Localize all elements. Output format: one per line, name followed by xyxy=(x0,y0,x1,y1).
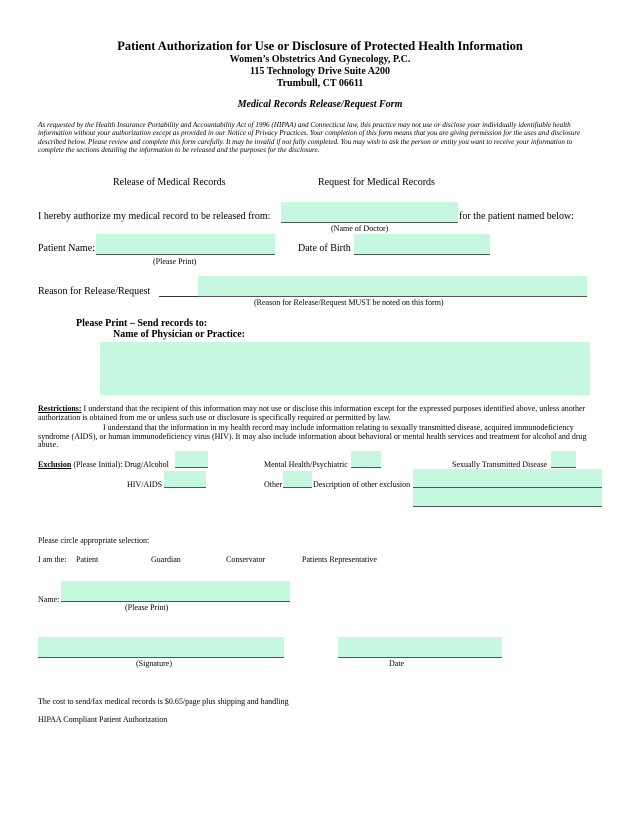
compliance-note: HIPAA Compliant Patient Authorization xyxy=(38,715,168,724)
practice-name: Women’s Obstetrics And Gynecology, P.C. xyxy=(229,54,411,65)
send-heading: Please Print – Send records to: xyxy=(76,318,208,329)
std-initial-field[interactable] xyxy=(551,451,576,468)
i-am-label: I am the: xyxy=(38,555,67,564)
other-description-field-1[interactable] xyxy=(413,469,602,488)
doctor-caption: (Name of Doctor) xyxy=(331,224,389,233)
authorize-label: I hereby authorize my medical record to be released from: xyxy=(38,211,271,222)
circle-prompt: Please circle appropriate selection: xyxy=(38,536,150,545)
restrictions-paragraph xyxy=(38,405,600,422)
restrictions-text-2: I understand that the information in my health record may include information relating to sexually transmitted disease, acquired immunodeficiency syndrome (AIDS), or human immunodeficiency virus (HIV). It may also include information about behavioral or mental health services and treatment for alcohol and drug abuse. xyxy=(38,423,587,449)
page-title: Patient Authorization for Use or Disclosure of Protected Health Information xyxy=(117,39,523,53)
reason-label: Reason for Release/Request xyxy=(38,286,151,297)
option-conservator[interactable]: Conservator xyxy=(226,555,266,564)
doctor-name-field[interactable] xyxy=(281,202,458,223)
patient-name-field[interactable] xyxy=(96,234,275,255)
std-label: Sexually Transmitted Disease xyxy=(452,460,548,469)
other-label: Other xyxy=(264,480,283,489)
other-initial-field[interactable] xyxy=(283,471,312,488)
signer-name-field[interactable] xyxy=(61,581,290,602)
restrictions-text-1: I understand that the recipient of this information may not use or disclose this information except for the expressed purposes identified above, unless another authorization is obtained from me or unless such use or disclosure is specifically required or permitted by law. xyxy=(38,404,586,422)
release-option[interactable]: Release of Medical Records xyxy=(113,177,226,188)
signature-caption: (Signature) xyxy=(136,659,172,668)
signer-name-caption: (Please Print) xyxy=(125,603,169,612)
date-caption: Date xyxy=(389,659,405,668)
send-subheading: Name of Physician or Practice: xyxy=(113,329,245,340)
option-patient[interactable]: Patient xyxy=(76,555,99,564)
option-guardian[interactable]: Guardian xyxy=(151,555,181,564)
hiv-initial-field[interactable] xyxy=(164,471,206,488)
exclusion-row-1 xyxy=(38,460,169,469)
dob-label: Date of Birth xyxy=(298,243,351,254)
intro-paragraph: As requested by the Health Insurance Portability and Accountability Act of 1996 (HIPAA) and Connecticut law, this practice may not use or disclose your individually identifiable health information without your authorization except as provided in our Notice of Privacy Practices. Your completion of this form means that you are giving permission for the uses and disclosure described below. Please review and complete this form carefully. It may be invalid if not fully completed. You may wish to ask the person or entity you want to receive your information to complete the sections detailing the information to be released and the purposes for the disclosure. xyxy=(38,121,581,155)
hiv-label: HIV/AIDS xyxy=(127,480,163,489)
mental-health-initial-field[interactable] xyxy=(351,451,381,468)
request-option[interactable]: Request for Medical Records xyxy=(318,177,435,188)
form-title: Medical Records Release/Request Form xyxy=(237,99,403,110)
signer-name-label: Name: xyxy=(38,595,60,604)
address-line-2: Trumbull, CT 06611 xyxy=(276,78,364,89)
option-patients-representative[interactable]: Patients Representative xyxy=(302,555,377,564)
other-description-field-2[interactable] xyxy=(413,488,602,507)
mental-health-label: Mental Health/Psychiatric xyxy=(264,460,348,469)
drug-alcohol-initial-field[interactable] xyxy=(175,451,208,468)
exclusion-drug-label: (Please Initial): Drug/Alcohol xyxy=(73,460,169,469)
other-description-label: Description of other exclusion xyxy=(313,480,411,489)
reason-field[interactable] xyxy=(198,276,587,297)
address-line-1: 115 Technology Drive Suite A200 xyxy=(249,66,390,77)
exclusion-label: Exclusion xyxy=(38,460,72,469)
physician-practice-field[interactable] xyxy=(100,342,590,395)
restrictions-label: Restrictions: xyxy=(38,404,82,413)
reason-caption: (Reason for Release/Request MUST be noted on this form) xyxy=(254,298,444,307)
date-field[interactable] xyxy=(338,637,502,658)
reason-underline xyxy=(159,296,199,297)
patient-name-caption: (Please Print) xyxy=(153,257,197,266)
patient-name-label: Patient Name: xyxy=(38,243,95,254)
dob-field[interactable] xyxy=(354,234,490,255)
authorize-suffix: for the patient named below: xyxy=(459,211,574,222)
cost-note: The cost to send/fax medical records is $0.65/page plus shipping and handling xyxy=(38,697,289,706)
signature-field[interactable] xyxy=(38,637,284,658)
